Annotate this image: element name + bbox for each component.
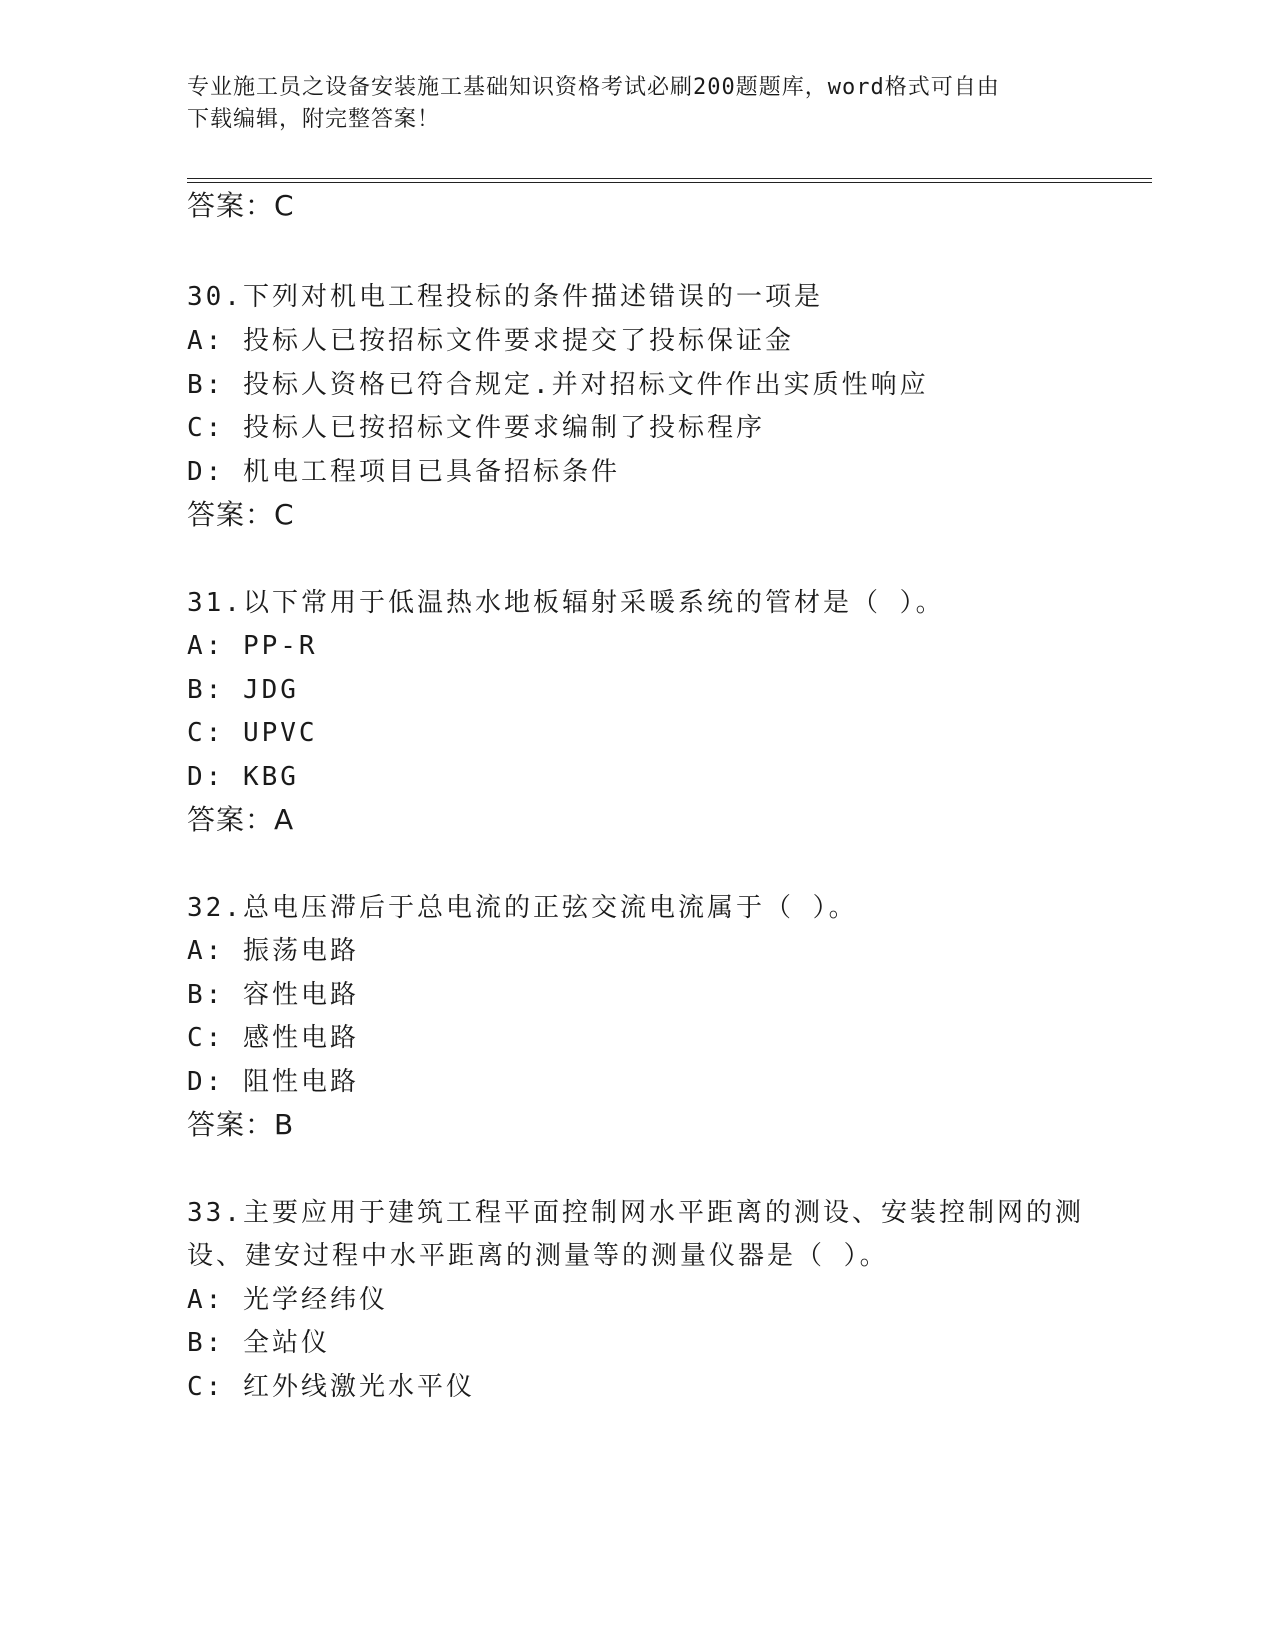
question-32-option-d: D: 阻性电路 [187,1067,359,1097]
header-divider-bottom [187,182,1152,183]
question-32-stem: 32.总电压滞后于总电流的正弦交流电流属于（ ）。 [187,893,858,923]
question-31-option-b: B: JDG [187,675,299,705]
question-30-stem: 30.下列对机电工程投标的条件描述错误的一项是 [187,282,823,312]
question-33-stem-line-1: 33.主要应用于建筑工程平面控制网水平距离的测设、安装控制网的测 [187,1198,1084,1228]
question-30-answer: 答案：C [187,498,295,531]
question-32-option-a: A: 振荡电路 [187,936,359,966]
question-30-option-d: D: 机电工程项目已具备招标条件 [187,457,620,487]
question-30-option-b: B: 投标人资格已符合规定.并对招标文件作出实质性响应 [187,370,929,400]
question-31-answer: 答案：A [187,803,295,836]
question-31-option-d: D: KBG [187,762,299,792]
document-header [187,72,1067,136]
header-divider-top [187,178,1152,179]
question-30-option-c: C: 投标人已按招标文件要求编制了投标程序 [187,413,765,443]
question-33-stem-line-2: 设、建安过程中水平距离的测量等的测量仪器是（ ）。 [187,1241,889,1271]
question-32-answer: 答案：B [187,1108,295,1141]
header-line-2: 下载编辑，附完整答案！ [187,107,441,132]
previous-answer: 答案：C [187,189,295,222]
question-33-option-a: A: 光学经纬仪 [187,1285,388,1315]
question-33-option-b: B: 全站仪 [187,1328,330,1358]
question-33-option-c: C: 红外线激光水平仪 [187,1372,475,1402]
question-31-option-c: C: UPVC [187,718,318,748]
question-32-option-c: C: 感性电路 [187,1023,359,1053]
question-30-option-a: A: 投标人已按招标文件要求提交了投标保证金 [187,326,794,356]
question-31-option-a: A: PP-R [187,631,318,661]
question-32-option-b: B: 容性电路 [187,980,359,1010]
header-line-1: 专业施工员之设备安装施工基础知识资格考试必刷200题题库，word格式可自由 [187,75,1000,100]
question-31-stem: 31.以下常用于低温热水地板辐射采暖系统的管材是（ ）。 [187,588,945,618]
